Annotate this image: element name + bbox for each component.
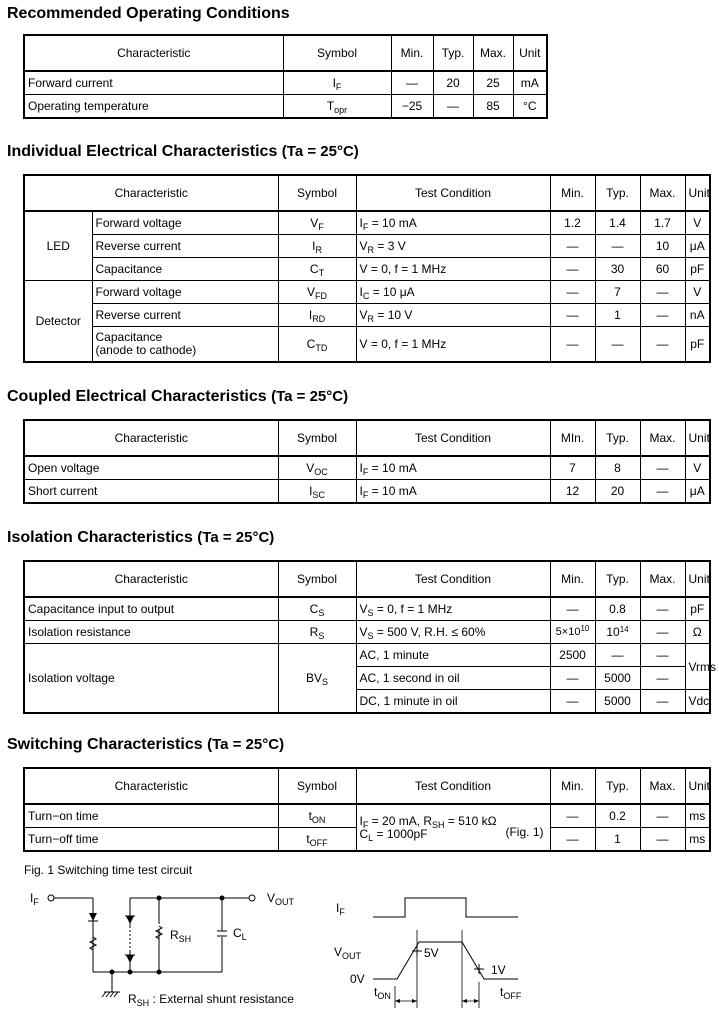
cell-characteristic: Operating temperature	[24, 95, 283, 119]
ton-label: $t_{ON}$	[374, 985, 391, 1001]
output-terminal	[249, 895, 255, 901]
cell-min: —	[550, 258, 595, 281]
col-typ: Typ.	[595, 420, 640, 456]
cell-symbol: $V_{FD}$	[278, 281, 356, 304]
cell-symbol: $t_{ON}$	[278, 804, 356, 828]
cell-characteristic: Open voltage	[24, 456, 278, 480]
cell-min: —	[550, 597, 595, 621]
if-waveform	[373, 898, 518, 917]
cell-max: —	[640, 667, 685, 690]
0v-label: 0V	[350, 972, 365, 986]
cell-max: 10	[640, 235, 685, 258]
cell-typ: 0.2	[595, 804, 640, 828]
toff-label: $t_{OFF}$	[500, 985, 522, 1001]
cell-symbol: $C_{TD}$	[278, 327, 356, 363]
cell-unit: mA	[513, 71, 547, 95]
cell-min: —	[550, 304, 595, 327]
col-test-condition: Test Condition	[356, 175, 550, 211]
col-unit: Unit	[685, 420, 710, 456]
cell-symbol: $BV_S$	[278, 644, 356, 714]
cell-condition: AC, 1 second in oil	[356, 667, 550, 690]
cell-characteristic: Forward voltage	[92, 211, 278, 235]
cell-min: 7	[550, 456, 595, 480]
col-symbol: Symbol	[278, 561, 356, 597]
cell-typ: —	[595, 235, 640, 258]
cell-characteristic: Turn−on time	[24, 804, 278, 828]
cell-characteristic: Capacitance (anode to cathode)	[92, 327, 278, 363]
col-test-condition: Test Condition	[356, 561, 550, 597]
cell-condition: $V_R = 10$ V	[356, 304, 550, 327]
col-characteristic: Characteristic	[24, 420, 278, 456]
cell-max: 25	[473, 71, 513, 95]
cell-symbol: $C_S$	[278, 597, 356, 621]
cell-typ: 20	[595, 480, 640, 504]
cell-typ: —	[595, 644, 640, 667]
col-max: Max.	[473, 35, 513, 71]
cell-unit: Vdc	[685, 690, 710, 714]
col-test-condition: Test Condition	[356, 420, 550, 456]
cell-condition: AC, 1 minute	[356, 644, 550, 667]
cell-condition: $I_C = 10$ μA	[356, 281, 550, 304]
cell-condition: $V_R = 3$ V	[356, 235, 550, 258]
col-characteristic: Characteristic	[24, 175, 278, 211]
cell-characteristic: Isolation resistance	[24, 621, 278, 644]
col-typ: Typ.	[595, 768, 640, 804]
cell-max: —	[640, 621, 685, 644]
col-min: MIn.	[550, 420, 595, 456]
cell-symbol: $V_{OC}$	[278, 456, 356, 480]
cell-typ: —	[433, 95, 473, 119]
group-detector: Detector	[24, 281, 92, 363]
col-characteristic: Characteristic	[24, 561, 278, 597]
cell-typ: $10^{14}$	[595, 621, 640, 644]
cell-min: —	[550, 235, 595, 258]
cell-characteristic: Forward current	[24, 71, 283, 95]
cell-unit: nA	[685, 304, 710, 327]
cell-unit: Ω	[685, 621, 710, 644]
cell-characteristic: Capacitance	[92, 258, 278, 281]
cell-condition: $V_S = 500$ V, R.H. ≤ 60%	[356, 621, 550, 644]
cell-unit: V	[685, 211, 710, 235]
led-diode-icon	[88, 913, 98, 921]
cell-min: —	[391, 71, 433, 95]
cell-max: —	[640, 327, 685, 363]
fig-ref: (Fig. 1)	[505, 825, 544, 839]
cell-unit: °C	[513, 95, 547, 119]
cell-min: —	[550, 327, 595, 363]
cec-title: Coupled Electrical Characteristics (Ta = 25°C)	[7, 388, 349, 405]
cell-condition: $V_S = 0$, f = 1 MHz	[356, 597, 550, 621]
cell-min: 2500	[550, 644, 595, 667]
cell-symbol: $T_{opr}$	[283, 95, 391, 119]
cell-symbol: $I_R$	[278, 235, 356, 258]
swc-title: Switching Characteristics (Ta = 25°C)	[7, 736, 285, 753]
col-symbol: Symbol	[278, 420, 356, 456]
cell-condition: V = 0, f = 1 MHz	[356, 258, 550, 281]
col-unit: Unit	[685, 175, 710, 211]
cell-condition: DC, 1 minute in oil	[356, 690, 550, 714]
col-unit: Unit	[685, 561, 710, 597]
if-label: $I_F$	[30, 891, 39, 907]
col-typ: Typ.	[595, 175, 640, 211]
cell-condition: V = 0, f = 1 MHz	[356, 327, 550, 363]
cell-typ: —	[595, 327, 640, 363]
figure-caption: Fig. 1 Switching time test circuit	[24, 863, 193, 877]
cell-max: —	[640, 304, 685, 327]
cell-min: —	[550, 690, 595, 714]
rsh-note: $R_{SH}$ : External shunt resistance	[128, 992, 294, 1008]
cell-unit: V	[685, 456, 710, 480]
wave-if-label: $I_F$	[336, 901, 345, 917]
cell-symbol: $t_{OFF}$	[278, 828, 356, 852]
cell-condition: $I_F = 20$ mA, $R_{SH} = 510$ kΩ $C_L = 1000pF$ (Fig. 1)	[356, 804, 550, 851]
ground-icon	[102, 992, 120, 997]
col-typ: Typ.	[433, 35, 473, 71]
cell-unit: ms	[685, 828, 710, 852]
cell-min: —	[550, 667, 595, 690]
col-symbol: Symbol	[278, 175, 356, 211]
col-max: Max.	[640, 768, 685, 804]
cell-unit: pF	[685, 597, 710, 621]
col-symbol: Symbol	[283, 35, 391, 71]
cell-unit: Vrms	[685, 644, 710, 690]
col-test-condition: Test Condition	[356, 768, 550, 804]
cell-typ: 1	[595, 828, 640, 852]
cell-condition: $I_F = 10$ mA	[356, 211, 550, 235]
col-symbol: Symbol	[278, 768, 356, 804]
cell-unit: μA	[685, 235, 710, 258]
roc-title: Recommended Operating Conditions	[7, 5, 290, 22]
cell-min: $5\times 10^{10}$	[550, 621, 595, 644]
group-led: LED	[24, 211, 92, 281]
rsh-label: $R_{SH}$	[170, 928, 192, 944]
cell-unit: pF	[685, 258, 710, 281]
cl-label: $C_L$	[233, 926, 247, 942]
cell-min: 12	[550, 480, 595, 504]
cell-unit: ms	[685, 804, 710, 828]
cell-symbol: $R_S$	[278, 621, 356, 644]
cell-unit: pF	[685, 327, 710, 363]
cell-characteristic: Turn−off time	[24, 828, 278, 852]
cell-unit: μA	[685, 480, 710, 504]
cell-max: —	[640, 456, 685, 480]
col-max: Max.	[640, 175, 685, 211]
cell-characteristic: Reverse current	[92, 235, 278, 258]
cell-typ: 7	[595, 281, 640, 304]
wave-vout-label: $V_{OUT}$	[334, 945, 362, 961]
cell-typ: 8	[595, 456, 640, 480]
cell-condition: $I_F = 10$ mA	[356, 480, 550, 504]
cell-typ: 1	[595, 304, 640, 327]
cell-max: —	[640, 690, 685, 714]
junction-dots	[110, 896, 225, 975]
5v-label: 5V	[424, 946, 439, 960]
cell-min: —	[550, 804, 595, 828]
col-max: Max.	[640, 420, 685, 456]
cell-min: —	[550, 281, 595, 304]
col-min: Min.	[391, 35, 433, 71]
cell-max: 60	[640, 258, 685, 281]
col-unit: Unit	[513, 35, 547, 71]
detector-diode-icon	[125, 916, 135, 963]
input-terminal	[48, 895, 54, 901]
cell-characteristic: Capacitance input to output	[24, 597, 278, 621]
iec-title: Individual Electrical Characteristics (Ta = 25°C)	[7, 143, 359, 160]
col-characteristic: Characteristic	[24, 35, 283, 71]
cell-max: —	[640, 828, 685, 852]
cell-characteristic: Forward voltage	[92, 281, 278, 304]
cell-characteristic: Short current	[24, 480, 278, 504]
cell-typ: 0.8	[595, 597, 640, 621]
vout-label: $V_{OUT}$	[267, 891, 295, 907]
cell-min: —	[550, 828, 595, 852]
cell-characteristic: Reverse current	[92, 304, 278, 327]
cell-typ: 20	[433, 71, 473, 95]
cell-characteristic: Isolation voltage	[24, 644, 278, 714]
col-unit: Unit	[685, 768, 710, 804]
col-max: Max.	[640, 561, 685, 597]
cell-typ: 5000	[595, 667, 640, 690]
cell-max: 85	[473, 95, 513, 119]
col-typ: Typ.	[595, 561, 640, 597]
isc-title: Isolation Characteristics (Ta = 25°C)	[7, 529, 275, 546]
cell-condition: $I_F = 10$ mA	[356, 456, 550, 480]
col-characteristic: Characteristic	[24, 768, 278, 804]
cell-symbol: $C_T$	[278, 258, 356, 281]
cell-typ: 30	[595, 258, 640, 281]
cell-symbol: $V_F$	[278, 211, 356, 235]
cell-min: −25	[391, 95, 433, 119]
col-min: Min.	[550, 561, 595, 597]
1v-label: 1V	[491, 963, 506, 977]
cell-symbol: $I_{SC}$	[278, 480, 356, 504]
col-min: Min.	[550, 768, 595, 804]
capacitor-icon	[217, 931, 227, 937]
cell-unit: V	[685, 281, 710, 304]
cell-symbol: $I_{RD}$	[278, 304, 356, 327]
cell-max: 1.7	[640, 211, 685, 235]
cell-max: —	[640, 804, 685, 828]
cell-typ: 5000	[595, 690, 640, 714]
cell-max: —	[640, 597, 685, 621]
cell-max: —	[640, 644, 685, 667]
cell-min: 1.2	[550, 211, 595, 235]
cell-max: —	[640, 281, 685, 304]
cell-symbol: $I_F$	[283, 71, 391, 95]
col-min: Min.	[550, 175, 595, 211]
cell-max: —	[640, 480, 685, 504]
cell-typ: 1.4	[595, 211, 640, 235]
